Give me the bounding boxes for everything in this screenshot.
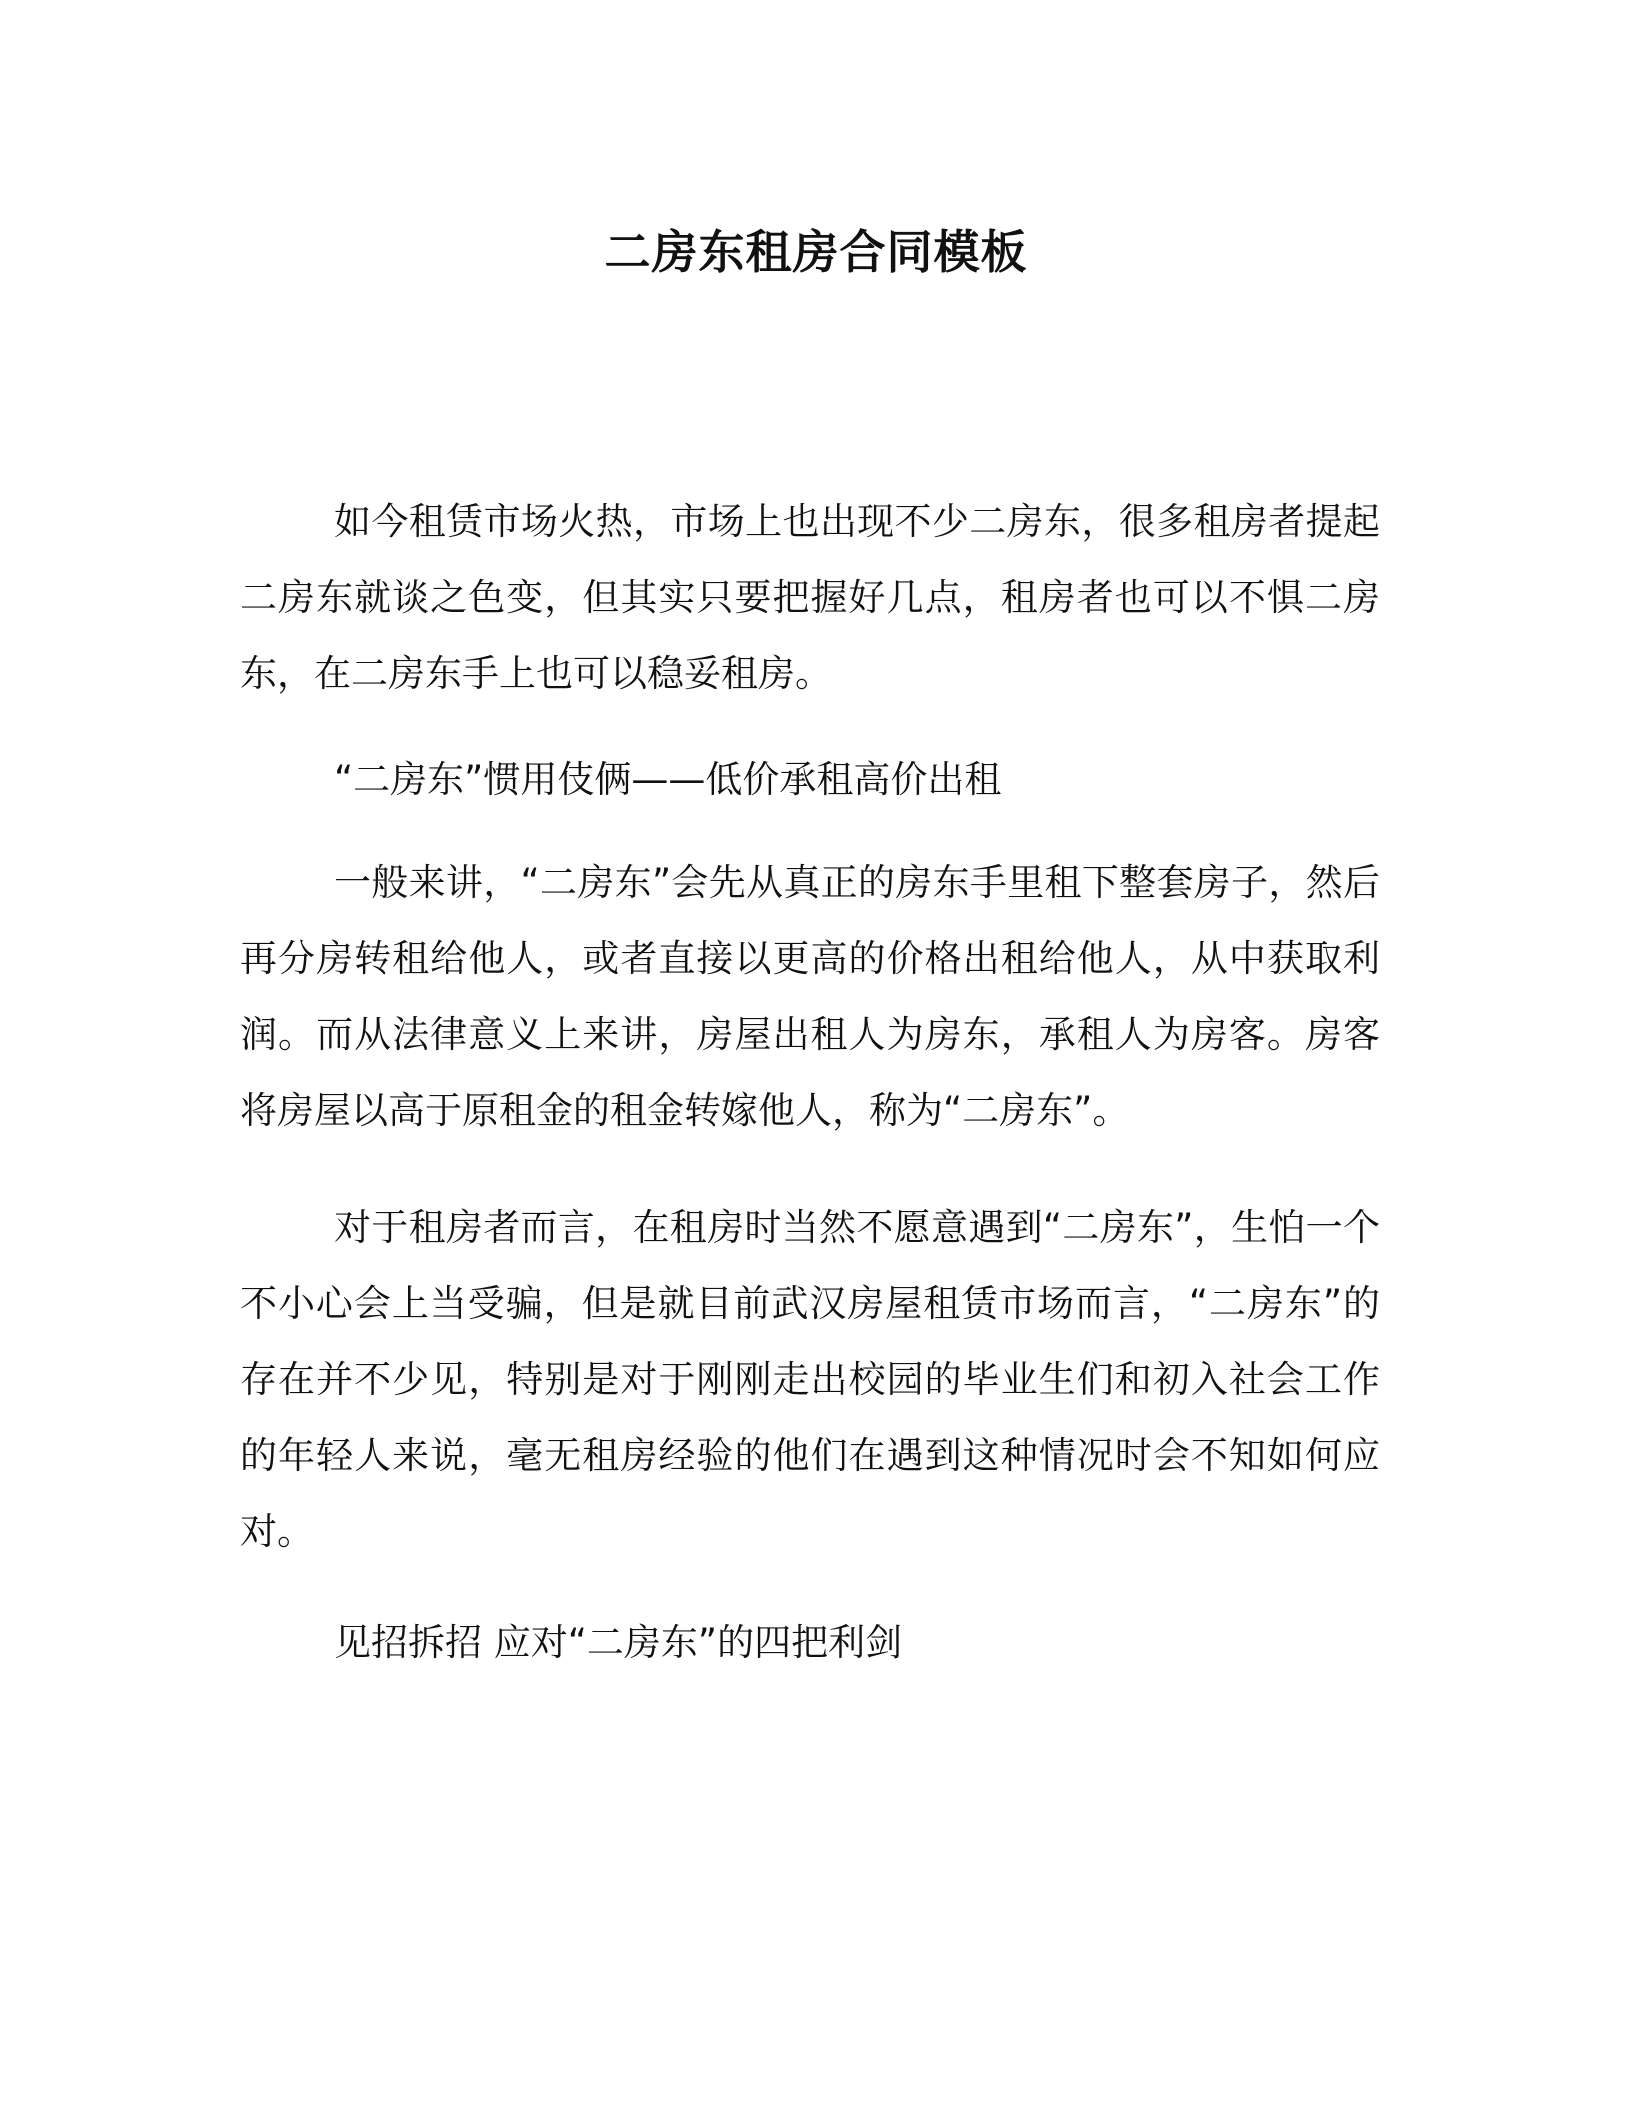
paragraph-definition: 一般来讲，“二房东”会先从真正的房东手里租下整套房子，然后再分房转租给他人，或者直接以更高的价格出租给他人，从中获取利润。而从法律意义上来讲，房屋出租人为房东，承租人为房客。房客将房屋以高于原租金的租金转嫁他人，称为“二房东”。	[240, 861, 1380, 1132]
paragraph-tenant-concerns: 对于租房者而言，在租房时当然不愿意遇到“二房东”，生怕一个不小心会上当受骗，但是就目前武汉房屋租赁市场而言，“二房东”的存在并不少见，特别是对于刚刚走出校园的毕业生们和初入社会工作的年轻人来说，毫无租房经验的他们在遇到这种情况时会不知如何应对。	[240, 1206, 1380, 1553]
document-title: 二房东租房合同模板	[604, 225, 1028, 279]
section-heading-strategies: 见招拆招 应对“二房东”的四把利剑	[334, 1621, 903, 1664]
intro-paragraph: 如今租赁市场火热，市场上也出现不少二房东，很多租房者提起二房东就谈之色变，但其实只要把握好几点，租房者也可以不惧二房东，在二房东手上也可以稳妥租房。	[240, 500, 1380, 695]
section-heading-tricks: “二房东”惯用伎俩——低价承租高价出租	[334, 758, 1002, 801]
